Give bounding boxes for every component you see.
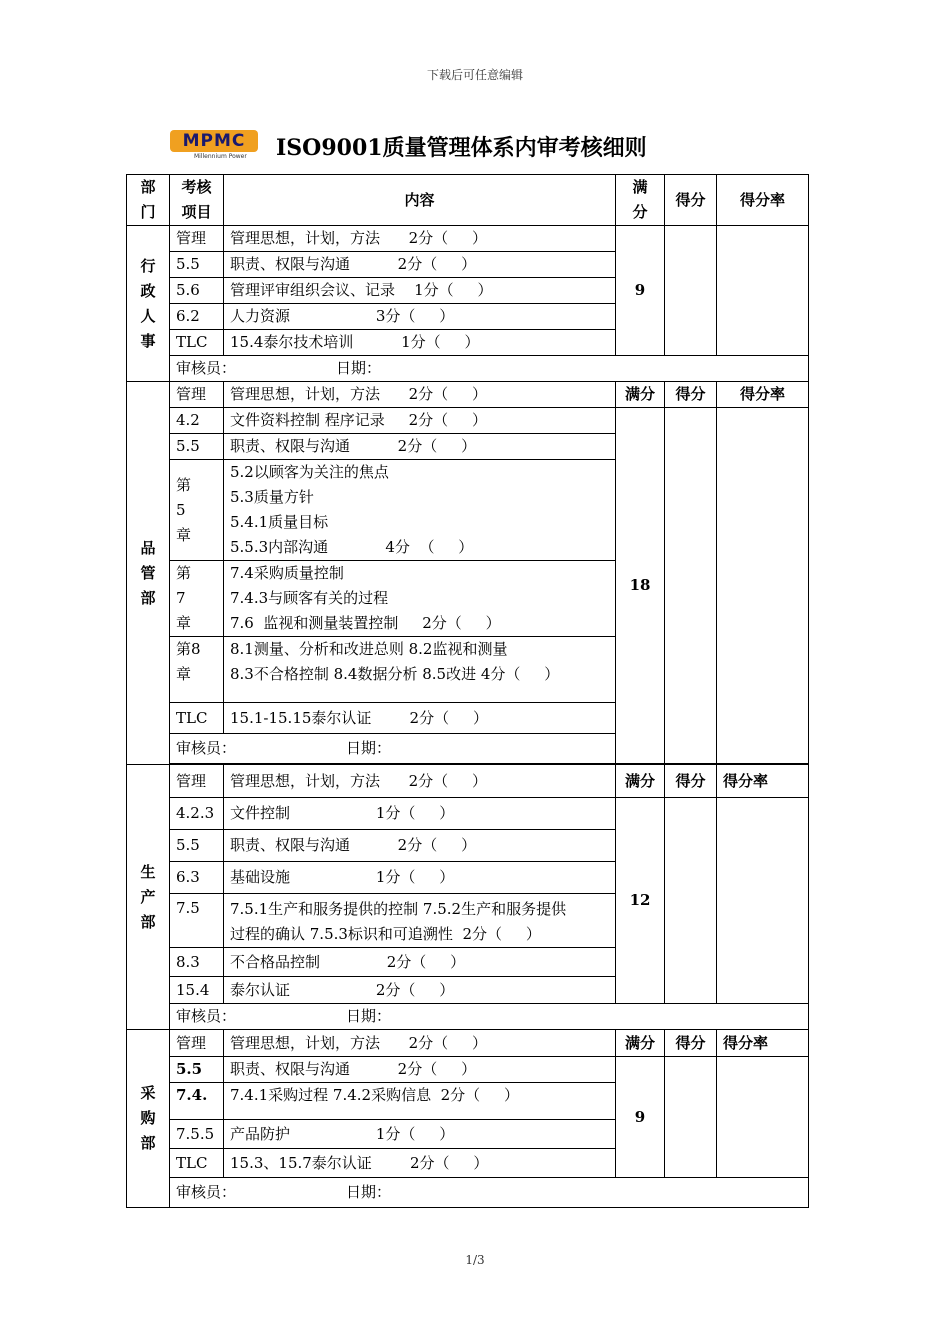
auditor-row — [127, 1178, 809, 1208]
content-cell: 管理思想，计划，方法 2分（ ） — [224, 765, 616, 798]
content-cell: 职责、权限与沟通 2分（ ） — [224, 1057, 616, 1083]
header-score: 得分 — [665, 175, 717, 226]
item-cell: 5.5 — [170, 830, 224, 862]
table-row — [127, 408, 809, 434]
item-cell: 第8 章 — [170, 637, 224, 703]
item-cell: 5.5 — [170, 434, 224, 460]
sub-header-score: 得分 — [665, 1030, 717, 1057]
sub-header-rate: 得分率 — [717, 1030, 809, 1057]
audit-table — [126, 174, 809, 1208]
item-cell: 8.3 — [170, 948, 224, 977]
content-cell: 职责、权限与沟通 2分（ ） — [224, 252, 616, 278]
item-cell: TLC — [170, 330, 224, 356]
content-cell: 泰尔认证 2分（ ） — [224, 977, 616, 1004]
auditor-label: 审核员： — [176, 1183, 237, 1201]
header-full: 满 分 — [616, 175, 665, 226]
content-cell: 15.3、15.7泰尔认证 2分（ ） — [224, 1149, 616, 1178]
table-row — [127, 226, 809, 252]
date-label: 日期： — [346, 1007, 392, 1025]
content-cell: 5.2以顾客为关注的焦点 5.3质量方针 5.4.1质量目标 5.5.3内部沟通 4分 （ ） — [224, 460, 616, 561]
score-input[interactable] — [665, 408, 717, 764]
company-logo — [170, 130, 258, 162]
header-content: 内容 — [224, 175, 616, 226]
content-cell: 管理思想，计划，方法 2分（ ） — [224, 1030, 616, 1057]
item-cell: 5.5 — [170, 252, 224, 278]
item-cell: 7.4. — [170, 1083, 224, 1120]
item-cell: 4.2 — [170, 408, 224, 434]
sub-header-score: 得分 — [665, 765, 717, 798]
header-dept: 部 门 — [127, 175, 170, 226]
auditor-signature-line[interactable] — [170, 734, 616, 764]
auditor-label: 审核员： — [176, 1007, 237, 1025]
item-cell: 管理 — [170, 382, 224, 408]
full-score: 9 — [616, 1057, 665, 1178]
sub-header-full: 满分 — [616, 382, 665, 408]
sub-header-rate: 得分率 — [717, 382, 809, 408]
sub-header-full: 满分 — [616, 1030, 665, 1057]
page-title: ISO9001质量管理体系内审考核细则 — [276, 134, 647, 161]
content-cell: 不合格品控制 2分（ ） — [224, 948, 616, 977]
sub-header-score: 得分 — [665, 382, 717, 408]
table-row — [127, 765, 809, 798]
date-label: 日期： — [346, 739, 392, 757]
item-cell: 第 7 章 — [170, 561, 224, 637]
auditor-label: 审核员： — [176, 739, 237, 757]
header-note: 下载后可任意编辑 — [426, 68, 523, 82]
score-input[interactable] — [665, 798, 717, 1004]
item-cell: 管理 — [170, 226, 224, 252]
page-number: 1/3 — [465, 1253, 485, 1267]
table-row — [127, 1057, 809, 1083]
auditor-signature-line[interactable] — [170, 1178, 809, 1208]
auditor-row — [127, 1004, 809, 1030]
logo-tagline: Millennium Power — [194, 153, 247, 160]
content-cell: 管理思想，计划，方法 2分（ ） — [224, 382, 616, 408]
auditor-label: 审核员： — [176, 359, 237, 377]
item-cell: 管理 — [170, 765, 224, 798]
item-cell: 6.3 — [170, 862, 224, 894]
dept-production: 生 产 部 — [127, 765, 170, 1030]
content-cell: 7.4.1采购过程 7.4.2采购信息 2分（ ） — [224, 1083, 616, 1120]
rate-input[interactable] — [717, 408, 809, 764]
content-cell: 管理思想，计划，方法 2分（ ） — [224, 226, 616, 252]
content-cell: 基础设施 1分（ ） — [224, 862, 616, 894]
rate-input[interactable] — [717, 798, 809, 1004]
rate-input[interactable] — [717, 1057, 809, 1178]
score-input[interactable] — [665, 226, 717, 356]
header-item: 考核 项目 — [170, 175, 224, 226]
table-row — [127, 798, 809, 830]
sub-header-rate: 得分率 — [717, 765, 809, 798]
content-cell: 产品防护 1分（ ） — [224, 1120, 616, 1149]
header-rate: 得分率 — [717, 175, 809, 226]
item-cell: TLC — [170, 703, 224, 734]
auditor-row — [127, 356, 809, 382]
score-input[interactable] — [665, 1057, 717, 1178]
item-cell: TLC — [170, 1149, 224, 1178]
content-cell: 8.1测量、分析和改进总则 8.2监视和测量 8.3不合格控制 8.4数据分析 8.5改进 4分（ ） — [224, 637, 616, 703]
full-score: 18 — [616, 408, 665, 764]
content-cell: 管理评审组织会议、记录 1分（ ） — [224, 278, 616, 304]
title-bar — [170, 126, 647, 166]
table-row — [127, 382, 809, 408]
full-score: 12 — [616, 798, 665, 1004]
content-cell: 职责、权限与沟通 2分（ ） — [224, 434, 616, 460]
item-cell: 7.5 — [170, 894, 224, 948]
content-cell: 7.5.1生产和服务提供的控制 7.5.2生产和服务提供 过程的确认 7.5.3标识和可追溯性 2分（ ） — [224, 894, 616, 948]
content-cell: 15.1-15.15泰尔认证 2分（ ） — [224, 703, 616, 734]
sub-header-full: 满分 — [616, 765, 665, 798]
auditor-signature-line[interactable] — [170, 1004, 809, 1030]
date-label: 日期： — [336, 359, 382, 377]
item-cell: 第 5 章 — [170, 460, 224, 561]
table-row — [127, 1030, 809, 1057]
item-cell: 管理 — [170, 1030, 224, 1057]
item-cell: 15.4 — [170, 977, 224, 1004]
full-score: 9 — [616, 226, 665, 356]
content-cell: 文件资料控制 程序记录 2分（ ） — [224, 408, 616, 434]
rate-input[interactable] — [717, 226, 809, 356]
item-cell: 5.5 — [170, 1057, 224, 1083]
date-label: 日期： — [346, 1183, 392, 1201]
content-cell: 15.4泰尔技术培训 1分（ ） — [224, 330, 616, 356]
dept-admin: 行 政 人 事 — [127, 226, 170, 382]
item-cell: 5.6 — [170, 278, 224, 304]
item-cell: 6.2 — [170, 304, 224, 330]
item-cell: 7.5.5 — [170, 1120, 224, 1149]
logo-word: MPMC — [182, 131, 246, 151]
dept-quality: 品 管 部 — [127, 382, 170, 765]
auditor-signature-line[interactable] — [170, 356, 809, 382]
content-cell: 文件控制 1分（ ） — [224, 798, 616, 830]
item-cell: 4.2.3 — [170, 798, 224, 830]
table-header-row — [127, 175, 809, 226]
dept-purchasing: 采 购 部 — [127, 1030, 170, 1208]
content-cell: 人力资源 3分（ ） — [224, 304, 616, 330]
content-cell: 7.4采购质量控制 7.4.3与顾客有关的过程 7.6 监视和测量装置控制 2分（ ） — [224, 561, 616, 637]
content-cell: 职责、权限与沟通 2分（ ） — [224, 830, 616, 862]
